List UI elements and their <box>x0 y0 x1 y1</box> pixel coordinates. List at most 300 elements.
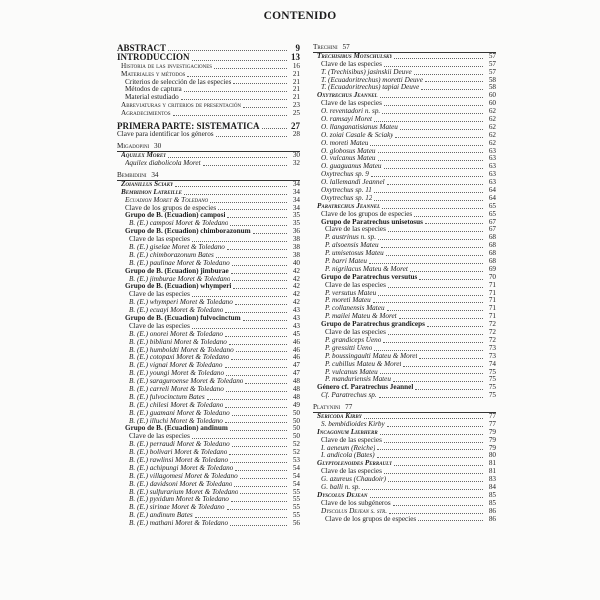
toc-entry-title: Clave de los subgéneros <box>321 499 391 507</box>
toc-page-number: 85 <box>488 490 496 499</box>
dot-leader <box>243 315 287 321</box>
dot-leader <box>387 305 483 311</box>
dot-leader <box>234 481 287 487</box>
toc-page-number: 42 <box>292 266 300 275</box>
toc-entry-title: O. ramsayi Moret <box>321 116 373 123</box>
toc-entry <box>117 268 300 276</box>
toc-entry-title: P. gressitti Ueno <box>325 344 373 352</box>
toc-page-number: 30 <box>292 151 300 160</box>
toc-entry <box>117 110 300 118</box>
toc-entry <box>117 71 300 79</box>
toc-entry <box>313 460 496 468</box>
toc-entry-title: B. (E.) youngi Moret & Toledano <box>129 370 225 378</box>
toc-entry <box>117 465 300 473</box>
toc-entry <box>313 155 496 163</box>
toc-entry <box>313 242 496 250</box>
toc-page-number: 80 <box>488 451 496 460</box>
toc-page-number: 46 <box>292 345 300 354</box>
toc-page-number: 34 <box>292 195 300 204</box>
toc-page-number: 46 <box>292 337 300 346</box>
toc-page-number: 62 <box>488 107 496 116</box>
toc-entry <box>117 339 300 347</box>
toc-entry <box>117 205 300 213</box>
toc-page-number: 85 <box>488 498 496 507</box>
toc-entry <box>313 203 496 211</box>
toc-entry <box>117 102 300 110</box>
toc-entry <box>313 163 496 171</box>
toc-entry-title: Aquilex diabolicola Moret <box>125 160 201 168</box>
toc-entry <box>313 468 496 476</box>
toc-entry-title: Clave de las especies <box>325 281 386 289</box>
toc-page-number: 50 <box>292 416 300 425</box>
toc-entry <box>117 220 300 228</box>
toc-entry-title: Criterios de selección de las especies <box>125 78 232 86</box>
dot-leader <box>380 92 483 98</box>
toc-page-number: 57 <box>342 42 350 51</box>
toc-entry-title: Clave de las especies <box>325 329 386 337</box>
toc-entry <box>117 496 300 504</box>
toc-page-number: 81 <box>488 459 496 468</box>
dot-leader <box>214 63 287 69</box>
toc-entry-title: Aquilex Moret <box>121 152 167 160</box>
dot-leader <box>195 512 287 518</box>
toc-entry-title: S. bembidioides Kirby <box>321 420 385 428</box>
toc-entry-title: P. versutus Mateu <box>325 289 377 297</box>
toc-page-number: 86 <box>488 506 496 515</box>
toc-entry-title: Clave de las especies <box>129 433 190 441</box>
toc-entry-title: B. (E.) sirinae Moret & Toledano <box>129 504 225 512</box>
toc-page-number: 62 <box>488 115 496 123</box>
toc-entry-title: Grupo de Paratrechus unisetosus <box>321 218 423 226</box>
toc-page-number: 48 <box>292 392 300 401</box>
toc-page-number: 50 <box>292 432 300 441</box>
toc-entry <box>117 457 300 465</box>
toc-page-number: 35 <box>292 219 300 228</box>
toc-page-number: 28 <box>292 130 300 139</box>
toc-entry-title: Ecuadion Moret & Toledano <box>125 196 209 204</box>
toc-entry <box>117 402 300 410</box>
toc-entry-title: Grupo de B. (Ecuadion) fulvocinctum <box>125 314 241 322</box>
dot-leader <box>427 321 483 327</box>
toc-page-number: 79 <box>488 427 496 436</box>
toc-page-number: 52 <box>292 448 300 457</box>
dot-leader <box>378 147 483 153</box>
toc-entry-title: B. (E.) onorei Moret & Toledano <box>129 330 224 338</box>
dot-leader <box>173 110 287 116</box>
toc-entry <box>117 122 300 131</box>
toc-entry <box>313 53 496 61</box>
toc-entry-title: B. (E.) illuchi Moret & Toledano <box>129 417 223 425</box>
toc-entry <box>313 69 496 77</box>
toc-entry-title: B. (E.) chilesi Moret & Toledano <box>129 401 224 409</box>
toc-entry <box>117 143 300 152</box>
toc-page-number: 67 <box>488 225 496 234</box>
toc-entry-title: Abreviaturas y criterios de presentación <box>121 102 242 110</box>
toc-entry-title: PRIMERA PARTE: SISTEMÁTICA <box>117 122 260 131</box>
toc-entry <box>117 307 300 315</box>
dot-leader <box>216 252 287 258</box>
toc-entry <box>313 313 496 321</box>
toc-entry-title: Cf. Paratrechus sp. <box>321 392 377 400</box>
toc-page-number: 68 <box>488 233 496 242</box>
toc-page-number: 79 <box>488 443 496 452</box>
toc-entry-title: B. (E.) fulvocinctum Bates <box>129 393 205 401</box>
toc-entry-title: Historia de las investigaciones <box>121 62 213 70</box>
toc-entry-title: B. (E.) jimburae Moret & Toledano <box>129 275 231 283</box>
toc-entry <box>313 421 496 429</box>
toc-entry <box>117 481 300 489</box>
toc-page-number: 71 <box>488 280 496 289</box>
dot-leader <box>253 228 287 234</box>
dot-leader <box>243 102 287 108</box>
toc-entry <box>117 331 300 339</box>
toc-page-number: 58 <box>488 83 496 92</box>
dot-leader <box>192 433 287 439</box>
toc-entry-title: B. (E.) giselae Moret & Toledano <box>129 243 225 251</box>
toc-page-number: 47 <box>292 369 300 378</box>
dot-leader <box>225 307 287 313</box>
toc-page-number: 68 <box>488 241 496 250</box>
toc-page-number: 71 <box>488 312 496 321</box>
toc-entry <box>313 250 496 258</box>
toc-entry <box>117 152 300 160</box>
dot-leader <box>203 160 287 166</box>
dot-leader <box>415 384 483 390</box>
dot-leader <box>362 484 483 490</box>
toc-entry-title: Oxytrechus sp. 11 <box>321 187 372 195</box>
dot-leader <box>421 84 483 90</box>
dot-leader <box>381 242 483 248</box>
toc-entry-title: Grupo de B. (Ecuadion) camposi <box>125 212 226 220</box>
toc-entry-title: Glyptolenoides Perrault <box>317 460 393 468</box>
toc-entry <box>313 124 496 132</box>
toc-entry <box>117 189 300 197</box>
toc-column-right <box>313 44 496 523</box>
toc-page-number: 56 <box>292 519 300 528</box>
dot-leader <box>218 204 287 210</box>
toc-page-number: 77 <box>488 419 496 428</box>
toc-entry-title: Clave de las especies <box>129 236 190 244</box>
toc-entry-title: B. (E.) carreli Moret & Toledano <box>129 386 224 393</box>
toc-entry <box>313 234 496 242</box>
toc-entry-title: T. (Ecuadoritrechus) moretti Deuve <box>321 76 423 84</box>
toc-entry <box>313 384 496 392</box>
dot-leader <box>386 250 483 256</box>
toc-page-number: 74 <box>488 359 496 368</box>
dot-leader <box>374 116 483 122</box>
dot-leader <box>419 274 483 280</box>
toc-entry <box>117 473 300 481</box>
toc-entry <box>117 425 300 433</box>
toc-page-number: 55 <box>292 511 300 520</box>
toc-page-number: 21 <box>292 69 300 78</box>
toc-entry-title: P. grandiceps Ueno <box>325 336 382 344</box>
dot-leader <box>225 402 287 408</box>
toc-entry <box>117 236 300 244</box>
toc-entry <box>313 258 496 266</box>
toc-entry <box>313 179 496 187</box>
toc-page-number: 68 <box>488 257 496 266</box>
toc-page-number: 36 <box>292 227 300 236</box>
toc-page-number: 63 <box>488 146 496 155</box>
toc-entry <box>117 283 300 291</box>
toc-entry-title: Grupo de B. (Ecuadion) andinum <box>125 425 228 433</box>
toc-entry <box>313 484 496 492</box>
toc-page-number: 57 <box>488 51 496 60</box>
toc-entry-title: Paratrechus Jeannel <box>317 202 381 210</box>
dot-leader <box>229 449 287 455</box>
toc-entry <box>313 108 496 116</box>
dot-leader <box>374 187 483 193</box>
toc-entry-title: P. barri Mateu <box>325 258 367 266</box>
toc-entry <box>313 282 496 290</box>
toc-page-number: 64 <box>488 193 496 202</box>
toc-page-number: 73 <box>488 343 496 352</box>
toc-entry <box>313 429 496 437</box>
toc-entry <box>313 508 496 516</box>
toc-entry-title: O. guaguanus Mateu <box>321 163 382 171</box>
toc-entry <box>117 86 300 94</box>
toc-page-number: 86 <box>488 514 496 523</box>
toc-page-number: 34 <box>292 203 300 212</box>
toc-entry <box>313 290 496 298</box>
toc-entry <box>313 298 496 306</box>
toc-page-number: 55 <box>292 503 300 512</box>
toc-entry-title: Incagonum Liebherr <box>317 428 378 436</box>
toc-entry-title: Agradecimientos <box>121 110 171 118</box>
toc-page-number: 43 <box>292 306 300 315</box>
toc-entry-title: Clave de las especies <box>321 100 382 108</box>
toc-entry <box>313 116 496 124</box>
toc-page-number: 34 <box>292 179 300 188</box>
dot-leader <box>227 504 288 510</box>
dot-leader <box>168 45 287 51</box>
toc-page-number: 65 <box>488 209 496 218</box>
toc-page-number: 64 <box>488 186 496 195</box>
dot-leader <box>383 337 483 343</box>
toc-entry <box>117 299 300 307</box>
toc-entry <box>117 378 300 386</box>
toc-entry <box>117 131 300 139</box>
toc-entry <box>313 413 496 421</box>
toc-entry-title: B. (E.) ecuayi Moret & Toledano <box>129 307 224 315</box>
toc-entry-title: Grupo de Paratrechus grandiceps <box>321 321 425 329</box>
toc-entry-title: Bembidiini <box>117 171 147 179</box>
toc-entry-title: B. (E.) sulfurarium Moret & Toledano <box>129 488 239 496</box>
dot-leader <box>245 378 287 384</box>
toc-page-number: 42 <box>292 298 300 307</box>
toc-page-number: 32 <box>292 159 300 168</box>
toc-entry-title: I. aeneum (Reiche) <box>321 444 376 452</box>
toc-entry-title: B. (E.) paulinae Moret & Toledano <box>129 259 230 267</box>
toc-entry <box>117 354 300 362</box>
toc-entry <box>117 53 300 62</box>
toc-entry-title: Oxytrechus sp. 9 <box>321 171 369 179</box>
toc-page-number: 70 <box>488 272 496 281</box>
toc-entry-title: B. (E.) bolivari Moret & Toledano <box>129 449 228 457</box>
toc-entry-title: O. globosus Mateu <box>321 147 376 155</box>
toc-entry <box>313 219 496 227</box>
dot-leader <box>418 515 483 521</box>
toc-entry <box>117 418 300 426</box>
toc-entry <box>313 100 496 108</box>
dot-leader <box>393 500 483 506</box>
toc-entry-title: B. (E.) guamani Moret & Toledano <box>129 409 230 417</box>
dot-leader <box>384 468 483 474</box>
toc-page-number: 9 <box>295 42 300 53</box>
toc-entry-title: B. (E.) saraguroense Moret & Toledano <box>129 378 244 386</box>
toc-page-number: 57 <box>488 67 496 76</box>
dot-leader <box>388 226 483 232</box>
toc-page-number: 45 <box>292 329 300 338</box>
toc-page-number: 46 <box>292 353 300 362</box>
toc-page-number: 60 <box>488 91 496 100</box>
toc-entry-title: Dyscolus Dejean <box>317 491 368 499</box>
toc-page-number: 21 <box>292 85 300 94</box>
toc-entry <box>117 160 300 168</box>
toc-entry-title: P. moreti Mateu <box>325 297 371 305</box>
dot-leader <box>230 457 287 463</box>
toc-entry-title: B. (E.) whymperi Moret & Toledano <box>129 299 233 307</box>
dot-leader <box>378 234 483 240</box>
toc-entry-title: P. austrinus n. sp. <box>325 234 376 242</box>
toc-page-number: 43 <box>292 321 300 330</box>
toc-entry-title: B. (E.) humboldti Moret & Toledano <box>129 346 234 354</box>
dot-leader <box>382 203 483 209</box>
toc-page-number: 60 <box>488 99 496 108</box>
toc-entry <box>117 291 300 299</box>
toc-entry-title: O. vulcanus Mateu <box>321 155 376 163</box>
toc-page-number: 72 <box>488 328 496 337</box>
dot-leader <box>387 179 483 185</box>
toc-page-number: 25 <box>292 109 300 118</box>
toc-page-number: 62 <box>488 130 496 139</box>
toc-entry-title: P. collanensis Mateu <box>325 305 385 313</box>
toc-entry <box>313 452 496 460</box>
toc-page-number: 81 <box>488 467 496 476</box>
toc-entry-title: B. (E.) chimborazonum Bates <box>129 251 214 259</box>
toc-entry <box>313 437 496 445</box>
toc-entry <box>117 260 300 268</box>
toc-entry <box>117 362 300 370</box>
toc-page-number: 72 <box>488 335 496 344</box>
toc-entry-title: Material estudiado <box>125 94 179 102</box>
dot-leader <box>232 410 287 416</box>
toc-entry <box>117 228 300 236</box>
dot-leader <box>240 488 287 494</box>
toc-entry <box>313 345 496 353</box>
dot-leader <box>378 155 484 161</box>
dot-leader <box>380 368 483 374</box>
toc-page-number: 54 <box>292 479 300 488</box>
toc-page-number: 54 <box>292 471 300 480</box>
dot-leader <box>175 181 287 187</box>
dot-leader <box>184 86 287 92</box>
toc-entry <box>313 361 496 369</box>
toc-page-number: 63 <box>488 162 496 171</box>
dot-leader <box>229 339 287 345</box>
dot-leader <box>371 171 483 177</box>
dot-leader <box>410 266 483 272</box>
toc-entry <box>117 323 300 331</box>
toc-entry <box>117 370 300 378</box>
toc-entry <box>313 329 496 337</box>
page-title: CONTENIDO <box>263 10 337 22</box>
toc-page-number: 75 <box>488 383 496 392</box>
toc-entry-title: I. andicola (Bates) <box>321 452 375 460</box>
toc-entry <box>313 132 496 140</box>
toc-entry <box>117 433 300 441</box>
dot-leader <box>232 260 287 266</box>
toc-page-number: 23 <box>292 101 300 110</box>
toc-entry-title: Migadopini <box>117 143 150 151</box>
dot-leader <box>382 108 483 114</box>
toc-page-number: 52 <box>292 440 300 449</box>
toc-entry-title: P. boussingaulti Mateu & Moret <box>325 352 418 360</box>
dot-leader <box>230 520 287 526</box>
toc-page-number: 69 <box>488 264 496 273</box>
dot-leader <box>192 291 287 297</box>
toc-entry <box>313 171 496 179</box>
toc-entry-title: P. manduriensis Mateu <box>325 376 391 384</box>
toc-page-number: 53 <box>292 456 300 465</box>
dot-leader <box>373 297 483 303</box>
toc-entry-title: P. cubillus Mateu & Moret <box>325 360 402 368</box>
toc-entry-title: B. (E.) rawlinsi Moret & Toledano <box>129 457 229 465</box>
dot-leader <box>231 268 287 274</box>
toc-page-number: 67 <box>488 217 496 226</box>
dot-leader <box>379 392 483 398</box>
toc-entry <box>313 392 496 400</box>
dot-leader <box>168 152 287 158</box>
dot-leader <box>233 78 287 84</box>
toc-entry <box>313 274 496 282</box>
toc-entry <box>313 77 496 85</box>
dot-leader <box>231 496 287 502</box>
toc-entry-title: INTRODUCCIÓN <box>117 53 190 63</box>
toc-entry <box>117 63 300 71</box>
dot-leader <box>425 76 483 82</box>
toc-entry <box>313 369 496 377</box>
toc-entry <box>117 441 300 449</box>
toc-entry <box>313 84 496 92</box>
toc-entry-title: B. (E.) camposi Moret & Toledano <box>129 220 229 228</box>
toc-entry-title: B. (E.) mathani Moret & Toledano <box>129 520 229 528</box>
toc-entry-title: P. alsoensis Mateu <box>325 242 379 250</box>
toc-entry-title: P. umisetosus Mateu <box>325 250 384 258</box>
dot-leader <box>370 492 483 498</box>
toc-page-number: 63 <box>488 154 496 163</box>
toc-page-number: 38 <box>292 242 300 251</box>
dot-leader <box>226 370 287 376</box>
toc-entry <box>313 500 496 508</box>
toc-entry <box>117 347 300 355</box>
toc-page-number: 72 <box>488 320 496 329</box>
dot-leader <box>378 290 483 296</box>
toc-entry <box>117 94 300 102</box>
toc-page-number: 71 <box>488 296 496 305</box>
toc-entry-title: B. (E.) vignai Moret & Toledano <box>129 362 223 370</box>
dot-leader <box>384 163 484 169</box>
dot-leader <box>225 362 288 368</box>
toc-entry <box>117 181 300 189</box>
toc-entry-title: Clave de los grupos de especies <box>321 210 413 218</box>
dot-leader <box>388 329 483 335</box>
toc-page-number: 49 <box>292 400 300 409</box>
dot-leader <box>230 220 287 226</box>
toc-entry <box>313 516 496 524</box>
toc-entry-title: Grupo de B. (Ecuadion) jimburae <box>125 267 229 275</box>
